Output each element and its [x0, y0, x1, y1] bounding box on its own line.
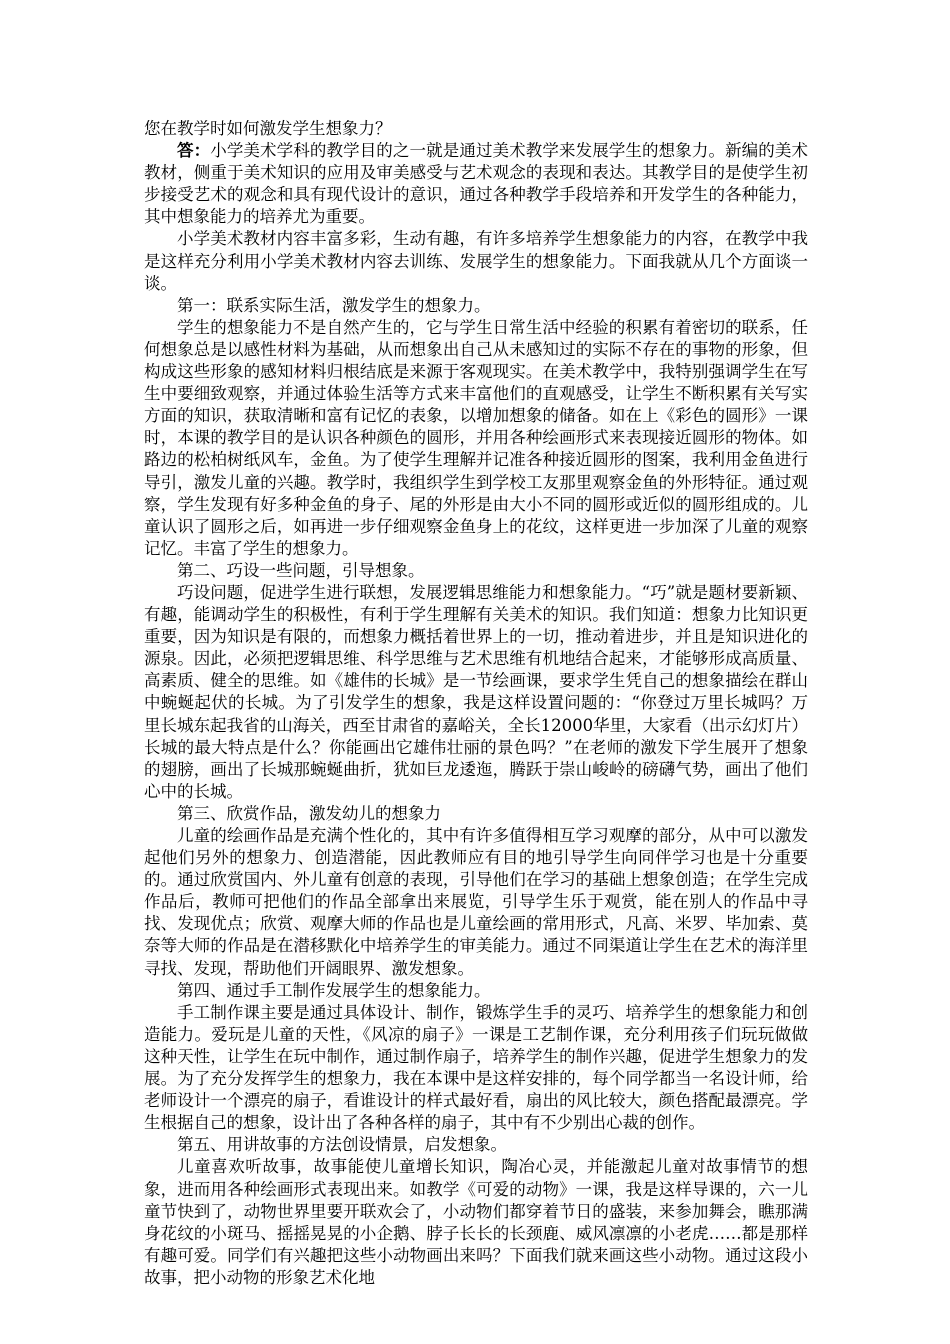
answer-text: 小学美术学科的教学目的之一就是通过美术教学来发展学生的想象力。新编的美术教材，侧重于美术知识的应用及审美感受与艺术观念的表现和表达。其教学目的是使学生初步接受艺术的观念和具有现代设计的意识，通过各种教学手段培养和开发学生的各种能力，其中想象能力的培养尤为重要。 [144, 141, 809, 227]
section-2-body: 巧设问题，促进学生进行联想，发展逻辑思维能力和想象能力。“巧”就是题材要新颖、有趣，能调动学生的积极性，有利于学生理解有关美术的知识。我们知道：想象力比知识更重要，因为知识是有限的，而想象力概括着世界上的一切，推动着进步，并且是知识进化的源泉。因此，必须把逻辑思维、科学思维与艺术思维有机地结合起来，才能够形成高质量、高素质、健全的思维。如《雄伟的长城》是一节绘画课，要求学生凭自己的想象描绘在群山中蜿蜒起伏的长城。为了引发学生的想象，我是这样设置问题的：“你登过万里长城吗？万里长城东起我省的山海关，西至甘肃省的嘉峪关，全长12000华里，大家看（出示幻灯片）长城的最大特点是什么？你能画出它雄伟壮丽的景色吗？”在老师的激发下学生展开了想象的翅膀，画出了长城那蜿蜒曲折，犹如巨龙逶迤，腾跃于崇山峻岭的磅礴气势，画出了他们心中的长城。 [144, 582, 808, 801]
section-1-body: 学生的想象能力不是自然产生的，它与学生日常生活中经验的积累有着密切的联系，任何想象总是以感性材料为基础，从而想象出自己从未感知过的实际不存在的事物的形象，但构成这些形象的感知材料归根结底是来源于客观现实。在美术教学中，我特别强调学生在写生中要细致观察，并通过体验生活等方式来丰富他们的直观感受，让学生不断积累有关写实方面的知识，获取清晰和富有记忆的表象，以增加想象的储备。如在上《彩色的圆形》一课时，本课的教学目的是认识各种颜色的圆形，并用各种绘画形式来表现接近圆形的物体。如路边的松柏树纸风车，金鱼。为了使学生理解并记准各种接近圆形的图案，我利用金鱼进行导引，激发儿童的兴趣。教学时，我组织学生到学校工友那里观察金鱼的外形特征。通过观察，学生发现有好多种金鱼的身子、尾的外形是由大小不同的圆形或近似的圆形组成的。儿童认识了圆形之后，如再进一步仔细观察金鱼身上的花纹，这样更进一步加深了儿童的观察记忆。丰富了学生的想象力。 [144, 317, 808, 558]
section-5-body: 儿童喜欢听故事，故事能使儿童增长知识，陶冶心灵，并能激起儿童对故事情节的想象，进而用各种绘画形式表现出来。如教学《可爱的动物》一课，我是这样导课的，六一儿童节快到了，动物世界里要开联欢会了，小动物们都穿着节日的盛装，来参加舞会，瞧那满身花纹的小斑马、摇摇晃晃的小企鹅、脖子长长的长颈鹿、威风凛凛的小老虎……都是那样有趣可爱。同学们有兴趣把这些小动物画出来吗？下面我们就来画这些小动物。通过这段小故事，把小动物的形象艺术化地 [144, 1157, 808, 1287]
answer-label: 答： [177, 141, 211, 161]
question-line: 您在教学时如何激发学生想象力？ [144, 119, 392, 138]
section-4-body: 手工制作课主要是通过具体设计、制作，锻炼学生手的灵巧、培养学生的想象能力和创造能力。爱玩是儿童的天性，《风凉的扇子》一课是工艺制作课，充分利用孩子们玩玩做做这种天性，让学生在玩中制作，通过制作扇子，培养学生的制作兴趣，促进学生想象力的发展。为了充分发挥学生的想象力，我在本课中是这样安排的，每个同学都当一名设计师，给老师设计一个漂亮的扇子，看谁设计的样式最好看，扇出的风比较大，颜色搭配最漂亮。学生根据自己的想象，设计出了各种各样的扇子，其中有不少别出心裁的创作。 [144, 1002, 808, 1133]
document-page [144, 118, 808, 1289]
section-3-body: 儿童的绘画作品是充满个性化的，其中有许多值得相互学习观摩的部分，从中可以激发起他们另外的想象力、创造潜能，因此教师应有目的地引导学生向同伴学习也是十分重要的。通过欣赏国内、外儿童有创意的表现，引导他们在学习的基础上想象创造；在学生完成作品后，教师可把他们的作品全部拿出来展览，引导学生乐于观赏，能在别人的作品中寻找、发现优点；欣赏、观摩大师的作品也是儿童绘画的常用形式，凡高、米罗、毕加索、莫奈等大师的作品是在潜移默化中培养学生的审美能力。通过不同渠道让学生在艺术的海洋里寻找、发现，帮助他们开阔眼界、激发想象。 [144, 826, 808, 978]
section-4-heading: 第四、通过手工制作发展学生的想象能力。 [177, 980, 491, 1000]
section-5-heading: 第五、用讲故事的方法创设情景，启发想象。 [177, 1135, 507, 1155]
section-2-heading: 第二、巧设一些问题，引导想象。 [177, 560, 425, 580]
answer-paragraph [144, 140, 808, 228]
intro-paragraph: 小学美术教材内容丰富多彩，生动有趣，有许多培养学生想象能力的内容，在教学中我是这样充分利用小学美术教材内容去训练、发展学生的想象能力。下面我就从几个方面谈一谈。 [144, 229, 808, 293]
section-1-heading: 第一：联系实际生活，激发学生的想象力。 [177, 295, 491, 315]
section-3-heading: 第三、欣赏作品，激发幼儿的想象力 [177, 803, 441, 823]
